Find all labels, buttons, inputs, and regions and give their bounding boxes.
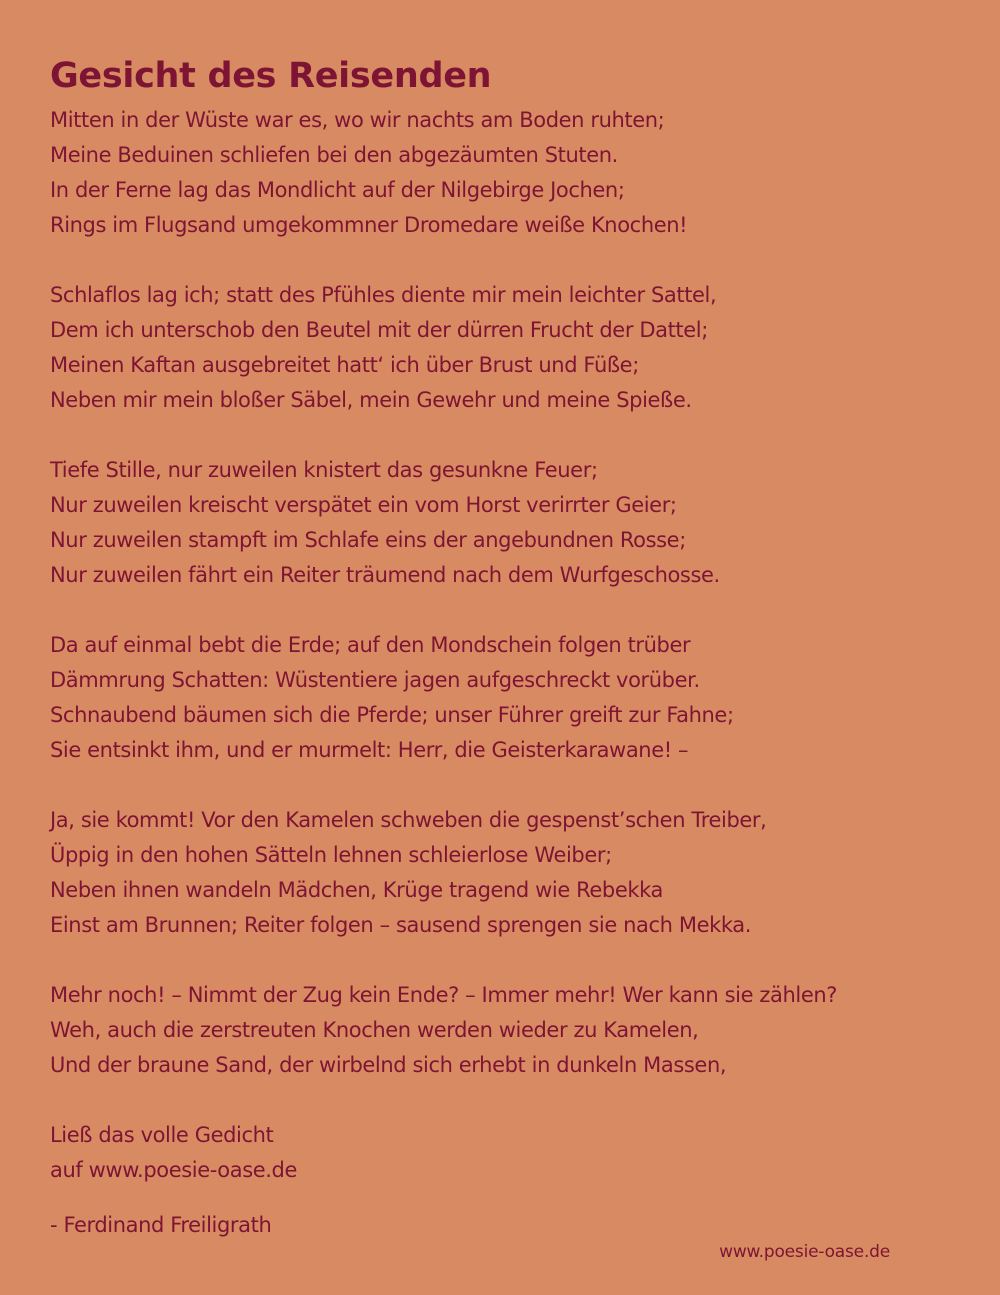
poem-line: Mehr noch! – Nimmt der Zug kein Ende? – Immer mehr! Wer kann sie zählen?	[50, 983, 837, 1007]
stanza-4	[50, 628, 950, 768]
poem-line: Meinen Kaftan ausgebreitet hatt‘ ich über Brust und Füße;	[50, 353, 639, 377]
poem-line: Sie entsinkt ihm, und er murmelt: Herr, die Geisterkarawane! –	[50, 738, 689, 762]
read-more-line-2: auf www.poesie-oase.de	[50, 1158, 297, 1182]
poem-line: Schlaflos lag ich; statt des Pfühles diente mir mein leichter Sattel,	[50, 283, 717, 307]
poem-line: Üppig in den hohen Sätteln lehnen schleierlose Weiber;	[50, 843, 612, 867]
poem-line: In der Ferne lag das Mondlicht auf der Nilgebirge Jochen;	[50, 178, 625, 202]
poem-line: Einst am Brunnen; Reiter folgen – sausend sprengen sie nach Mekka.	[50, 913, 751, 937]
read-more-note	[50, 1118, 950, 1188]
stanza-1	[50, 103, 950, 243]
poem-line: Nur zuweilen kreischt verspätet ein vom Horst verirrter Geier;	[50, 493, 677, 517]
read-more-line-1: Ließ das volle Gedicht	[50, 1123, 274, 1147]
poem-line: Neben ihnen wandeln Mädchen, Krüge tragend wie Rebekka	[50, 878, 663, 902]
poem-title: Gesicht des Reisenden	[50, 56, 492, 96]
poem-line: Nur zuweilen fährt ein Reiter träumend nach dem Wurfgeschosse.	[50, 563, 720, 587]
poem-line: Da auf einmal bebt die Erde; auf den Mondschein folgen trüber	[50, 633, 691, 657]
poem-line: Tiefe Stille, nur zuweilen knistert das gesunkne Feuer;	[50, 458, 598, 482]
poem-line: Nur zuweilen stampft im Schlafe eins der angebundnen Rosse;	[50, 528, 686, 552]
poem-line: Ja, sie kommt! Vor den Kamelen schweben die gespenst’schen Treiber,	[50, 808, 767, 832]
poem-page	[50, 52, 950, 1243]
stanza-5	[50, 803, 950, 943]
author-credit: - Ferdinand Freiligrath	[50, 1213, 272, 1237]
stanza-3	[50, 453, 950, 593]
stanza-6	[50, 978, 950, 1083]
stanza-2	[50, 278, 950, 418]
poem-line: Dämmrung Schatten: Wüstentiere jagen aufgeschreckt vorüber.	[50, 668, 700, 692]
poem-line: Rings im Flugsand umgekommner Dromedare weiße Knochen!	[50, 213, 688, 237]
poem-line: Weh, auch die zerstreuten Knochen werden wieder zu Kamelen,	[50, 1018, 699, 1042]
site-watermark: www.poesie-oase.de	[719, 1242, 890, 1262]
poem-line: Schnaubend bäumen sich die Pferde; unser Führer greift zur Fahne;	[50, 703, 734, 727]
poem-line: Meine Beduinen schliefen bei den abgezäumten Stuten.	[50, 143, 618, 167]
poem-line: Und der braune Sand, der wirbelnd sich erhebt in dunkeln Massen,	[50, 1053, 727, 1077]
poem-line: Dem ich unterschob den Beutel mit der dürren Frucht der Dattel;	[50, 318, 708, 342]
poem-line: Neben mir mein bloßer Säbel, mein Gewehr und meine Spieße.	[50, 388, 692, 412]
poem-line: Mitten in der Wüste war es, wo wir nachts am Boden ruhten;	[50, 108, 665, 132]
